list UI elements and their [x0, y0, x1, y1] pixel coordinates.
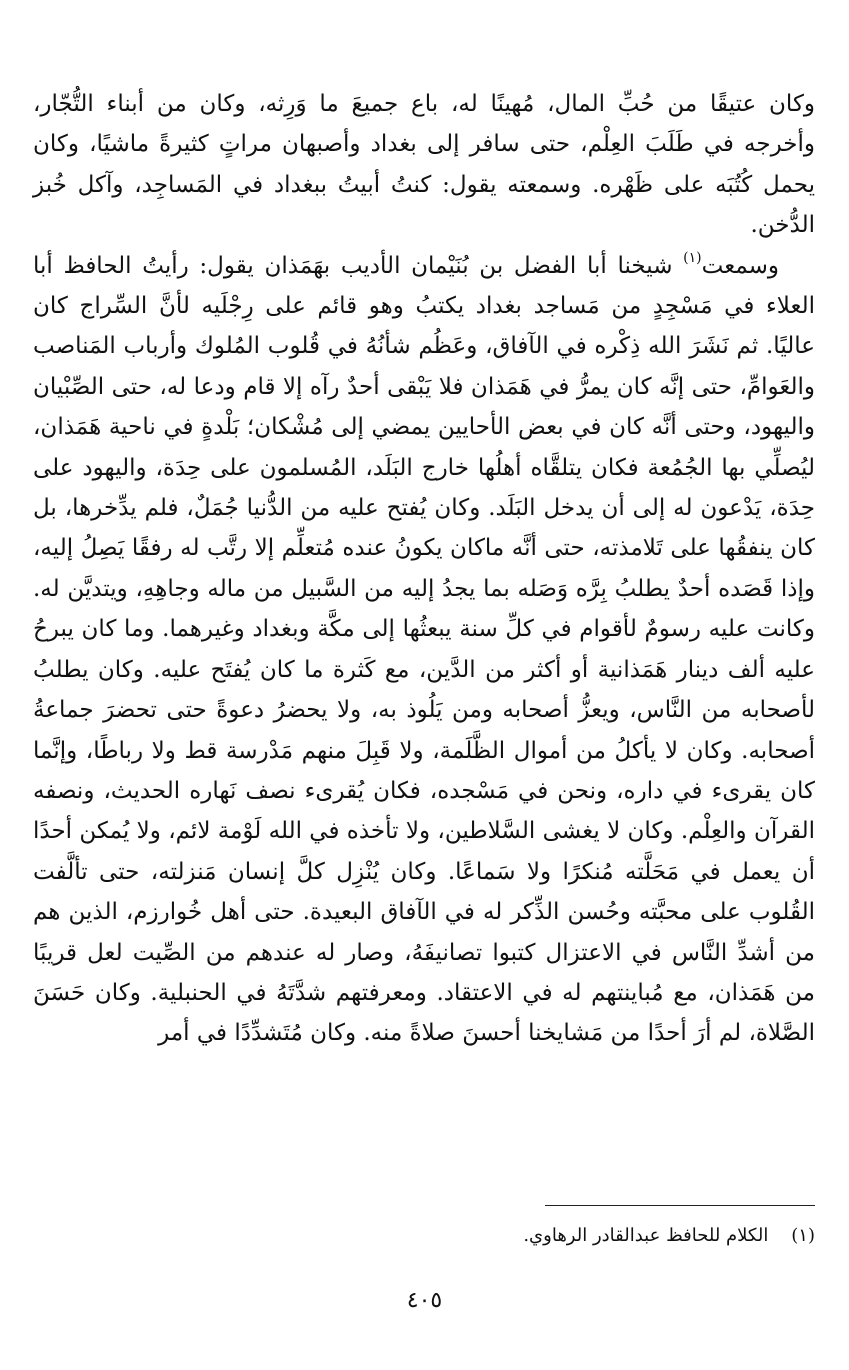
footnote-marker: (١): [791, 1225, 815, 1246]
footnote: [33, 1223, 815, 1249]
footnote-text: الكلام للحافظ عبدالقادر الرهاوي.: [523, 1225, 769, 1246]
paragraph-1: وكان عتيقًا من حُبِّ المال، مُهينًا له، باع جميعَ ما وَرِثه، وكان من أبناء التُّجّار، وأخرجه في طَلَبَ العِلْم، حتى سافر إلى بغداد وأصبهان مراتٍ كثيرةً ماشيًا، وكان يحمل كُتُبَه على ظَهْره. وسمعته يقول: كنتُ أبيتُ ببغداد في المَساجِد، وآكل خُبز الدُّخن.: [33, 91, 815, 239]
footnote-separator: [545, 1205, 815, 1206]
main-text: [33, 84, 815, 1054]
page-number: ٤٠٥: [406, 1288, 443, 1313]
paragraph-2-start: وسمعت: [701, 252, 779, 279]
paragraph-2-rest: شيخنا أبا الفضل بن بُنَيْمان الأديب بهَمَذان يقول: رأيتُ الحافظ أبا العلاء في مَسْجِدٍ من مَساجد بغداد يكتبُ وهو قائم على رِجْلَيه لأنَّ السِّراج كان عاليًا. ثم نَشَرَ الله ذِكْره في الآفاق، وعَظُم شأنُهُ في قُلوب المُلوك وأرباب المَناصب والعَوامِّ، حتى إنَّه كان يمرُّ في هَمَذان فلا يَبْقى أحدٌ رآه إلا قام ودعا له، حتى الصِّبْيان واليهود، وحتى أنَّه كان في بعض الأحايين يمضي إلى مُشْكان؛ بَلْدةٍ في ناحية هَمَذان، ليُصلِّي بها الجُمُعة فكان يتلقَّاه أهلُها خارج البَلَد، المُسلمون على حِدَة، واليهود على حِدَة، يَدْعون له إلى أن يدخل البَلَد. وكان يُفتح عليه من الدُّنيا جُمَلٌ، فلم يدِّخرها، بل كان ينفقُها على تَلامذته، حتى أنَّه ماكان يكونُ عنده مُتعلِّم إلا رتَّب له رفقًا يَصِلُ إليه، وإذا قَصَده أحدٌ يطلبُ بِرَّه وَصَله بما يجدُ إليه من السَّبيل من ماله وجاهِهِ، ويتديَّن له. وكانت عليه رسومٌ لأقوام في كلِّ سنة يبعثُها إلى مكَّة وبغداد وغيرهما. وما كان يبرحُ عليه ألف دينار هَمَذانية أو أكثر من الدَّين، مع كَثرة ما كان يُفتَح عليه. وكان يطلبُ لأصحابه من النَّاس، ويعزُّ أصحابه ومن يَلُوذ به، ولا يحضرُ دعوةً حتى تحضرَ جماعةُ أصحابه. وكان لا يأكلُ من أموال الظَّلَمة، ولا قَبِلَ منهم مَدْرسة قط ولا رباطًا، وإنَّما كان يقرىء في داره، ونحن في مَسْجده، فكان يُقرىء نصف نَهاره الحديث، ونصفه القرآن والعِلْم. وكان لا يغشى السَّلاطين، ولا تأخذه في الله لَوْمة لائم، ولا يُمكن أحدًا أن يعمل في مَحَلَّته مُنكرًا ولا سَماعًا. وكان يُنْزِل كلَّ إنسان مَنزلته، حتى تألَّفت القُلوب على محبَّته وحُسن الذِّكر له في الآفاق البعيدة. حتى أهل خُوارزم، الذين هم من أشدِّ النَّاس في الاعتزال كتبوا تصانيفَهُ، وصار له عندهم من الصِّيت لعل قريبًا من هَمَذان، مع مُباينتهم له في الاعتقاد. ومعرفتهم شدَّتَهُ في الحنبلية. وكان حَسَنَ الصَّلاة، لم أرَ أحدًا من مَشايخنا أحسنَ صلاةً منه. وكان مُتَشدِّدًا في أمر: [33, 252, 816, 1047]
paragraph-2: [33, 246, 815, 1054]
footnote-reference: (١): [683, 249, 702, 266]
